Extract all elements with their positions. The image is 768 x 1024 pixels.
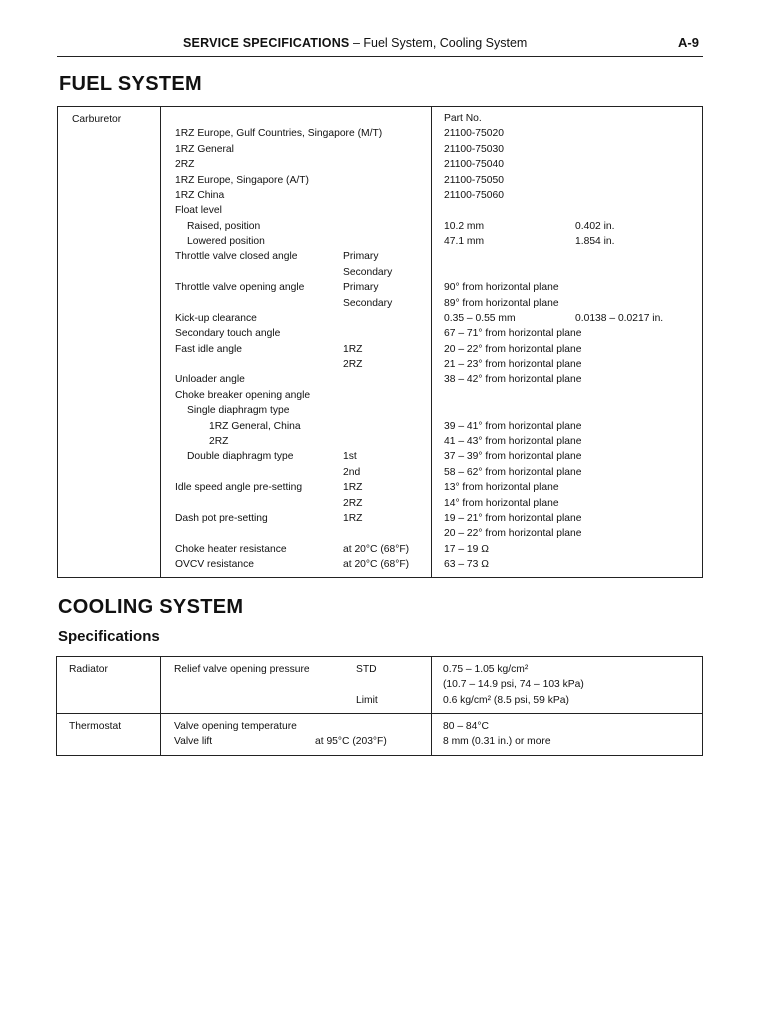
thermostat-item-valve-lift: Valve lift — [174, 736, 213, 747]
fuel-component-label: Carburetor — [72, 114, 122, 125]
fuel-row-value: 37 – 39° from horizontal plane — [444, 451, 582, 463]
header-title — [183, 36, 527, 50]
fuel-row — [0, 111, 760, 126]
fuel-row-item: Fast idle angle — [175, 343, 242, 355]
fuel-row-condition: 1st — [343, 451, 357, 463]
fuel-row-condition: 2nd — [343, 466, 361, 478]
header-title-bold: SERVICE SPECIFICATIONS — [183, 36, 350, 50]
fuel-row-value-imperial: 0.0138 – 0.0217 in. — [575, 312, 664, 324]
fuel-row — [0, 449, 760, 464]
fuel-row-condition: 2RZ — [343, 359, 363, 371]
thermostat-label: Thermostat — [69, 721, 122, 732]
fuel-row-value: 63 – 73 Ω — [444, 559, 489, 571]
fuel-row-item: Throttle valve opening angle — [175, 282, 305, 294]
fuel-row — [0, 326, 760, 341]
fuel-row-item: Choke breaker opening angle — [175, 389, 311, 401]
fuel-row-item: 2RZ — [209, 435, 229, 447]
fuel-row — [0, 403, 760, 418]
fuel-row-value: Part No. — [444, 113, 482, 124]
cooling-system-heading: COOLING SYSTEM — [58, 596, 244, 618]
fuel-row-condition: Primary — [343, 282, 379, 294]
fuel-row — [0, 511, 760, 526]
fuel-row — [0, 496, 760, 511]
fuel-row-item: 1RZ China — [175, 189, 225, 201]
fuel-row-value: 21100-75020 — [444, 128, 504, 140]
fuel-row-value: 58 – 62° from horizontal plane — [444, 466, 582, 478]
fuel-row — [0, 126, 760, 141]
fuel-row-value: 21100-75050 — [444, 174, 504, 186]
fuel-row-item: Single diaphragm type — [187, 405, 290, 417]
fuel-row — [0, 173, 760, 188]
fuel-row-value: 21100-75040 — [444, 159, 504, 171]
fuel-row — [0, 388, 760, 403]
fuel-row-condition: 1RZ — [343, 512, 363, 524]
fuel-row-value: 67 – 71° from horizontal plane — [444, 328, 582, 340]
fuel-row — [0, 142, 760, 157]
fuel-row-value: 89° from horizontal plane — [444, 297, 559, 309]
radiator-limit-value: 0.6 kg/cm² (8.5 psi, 59 kPa) — [443, 695, 569, 706]
fuel-row-value: 38 – 42° from horizontal plane — [444, 374, 582, 386]
fuel-row-item: Dash pot pre-setting — [175, 512, 268, 524]
fuel-row — [0, 203, 760, 218]
fuel-row-value: 21100-75030 — [444, 143, 504, 155]
fuel-row-value: 20 – 22° from horizontal plane — [444, 343, 582, 355]
fuel-row — [0, 357, 760, 372]
page-header — [57, 34, 703, 57]
cooling-table-divider-2 — [431, 657, 432, 755]
thermostat-valve-lift-value: 8 mm (0.31 in.) or more — [443, 736, 551, 747]
fuel-row-item: Lowered position — [187, 236, 265, 248]
page-number: A-9 — [678, 35, 699, 50]
fuel-row-item: 1RZ Europe, Gulf Countries, Singapore (M/T) — [175, 128, 383, 140]
fuel-row — [0, 372, 760, 387]
cooling-table-divider-1 — [160, 657, 161, 755]
fuel-row — [0, 219, 760, 234]
fuel-row-value: 90° from horizontal plane — [444, 282, 559, 294]
fuel-row-condition: 1RZ — [343, 343, 363, 355]
fuel-row-condition: 1RZ — [343, 482, 363, 494]
fuel-row-value: 20 – 22° from horizontal plane — [444, 528, 582, 540]
fuel-row — [0, 542, 760, 557]
cooling-table-row-divider — [57, 713, 702, 714]
cooling-specifications-subheading: Specifications — [58, 628, 160, 645]
radiator-std-value: 0.75 – 1.05 kg/cm² — [443, 664, 529, 675]
fuel-row-item: Throttle valve closed angle — [175, 251, 298, 263]
header-title-rest: – Fuel System, Cooling System — [349, 36, 528, 50]
fuel-row-condition: Primary — [343, 251, 379, 263]
fuel-row — [0, 557, 760, 572]
fuel-row-value: 19 – 21° from horizontal plane — [444, 512, 582, 524]
radiator-std-value-imperial: (10.7 – 14.9 psi, 74 – 103 kPa) — [443, 679, 584, 690]
radiator-label: Radiator — [69, 664, 108, 675]
radiator-std-label: STD — [356, 664, 377, 675]
fuel-row — [0, 419, 760, 434]
fuel-row-condition: Secondary — [343, 266, 393, 278]
fuel-row — [0, 465, 760, 480]
fuel-system-heading: FUEL SYSTEM — [59, 73, 202, 95]
fuel-row — [0, 526, 760, 541]
fuel-row — [0, 311, 760, 326]
fuel-row-value: 0.35 – 0.55 mm — [444, 312, 516, 324]
fuel-row-condition: Secondary — [343, 297, 393, 309]
fuel-row-item: Kick-up clearance — [175, 312, 257, 324]
fuel-row-value: 41 – 43° from horizontal plane — [444, 435, 582, 447]
fuel-row-item: 1RZ General — [175, 143, 234, 155]
fuel-row — [0, 480, 760, 495]
fuel-row-condition: at 20°C (68°F) — [343, 543, 410, 555]
fuel-row — [0, 265, 760, 280]
fuel-row-item: Idle speed angle pre-setting — [175, 482, 303, 494]
fuel-row-item: Secondary touch angle — [175, 328, 281, 340]
fuel-row-condition: at 20°C (68°F) — [343, 559, 410, 571]
fuel-row-condition: 2RZ — [343, 497, 363, 509]
fuel-row — [0, 249, 760, 264]
radiator-limit-label: Limit — [356, 695, 378, 706]
fuel-row — [0, 157, 760, 172]
radiator-item: Relief valve opening pressure — [174, 664, 310, 675]
fuel-row — [0, 434, 760, 449]
fuel-row-value: 13° from horizontal plane — [444, 482, 559, 494]
fuel-row-value: 17 – 19 Ω — [444, 543, 489, 555]
fuel-row-item: Unloader angle — [175, 374, 245, 386]
thermostat-item-opening-temp: Valve opening temperature — [174, 721, 297, 732]
fuel-row-item: 1RZ Europe, Singapore (A/T) — [175, 174, 309, 186]
fuel-row-item: 2RZ — [175, 159, 195, 171]
fuel-row-value: 21 – 23° from horizontal plane — [444, 359, 582, 371]
fuel-row — [0, 188, 760, 203]
fuel-row — [0, 280, 760, 295]
fuel-row-value: 39 – 41° from horizontal plane — [444, 420, 582, 432]
fuel-row-value-imperial: 0.402 in. — [575, 220, 615, 232]
fuel-row-item: OVCV resistance — [175, 559, 254, 571]
fuel-row-item: Choke heater resistance — [175, 543, 287, 555]
fuel-row-value: 47.1 mm — [444, 236, 485, 248]
fuel-row — [0, 342, 760, 357]
thermostat-opening-temp-value: 80 – 84°C — [443, 721, 489, 732]
fuel-row-value: 10.2 mm — [444, 220, 485, 232]
fuel-row-value-imperial: 1.854 in. — [575, 236, 615, 248]
fuel-row — [0, 234, 760, 249]
fuel-row-item: Raised, position — [187, 220, 261, 232]
thermostat-valve-lift-condition: at 95°C (203°F) — [315, 736, 387, 747]
fuel-row-item: Double diaphragm type — [187, 451, 294, 463]
fuel-row-item: Float level — [175, 205, 222, 217]
fuel-row-value: 21100-75060 — [444, 189, 504, 201]
fuel-row-value: 14° from horizontal plane — [444, 497, 559, 509]
cooling-spec-table — [56, 656, 703, 756]
fuel-row-item: 1RZ General, China — [209, 420, 301, 432]
fuel-row — [0, 296, 760, 311]
